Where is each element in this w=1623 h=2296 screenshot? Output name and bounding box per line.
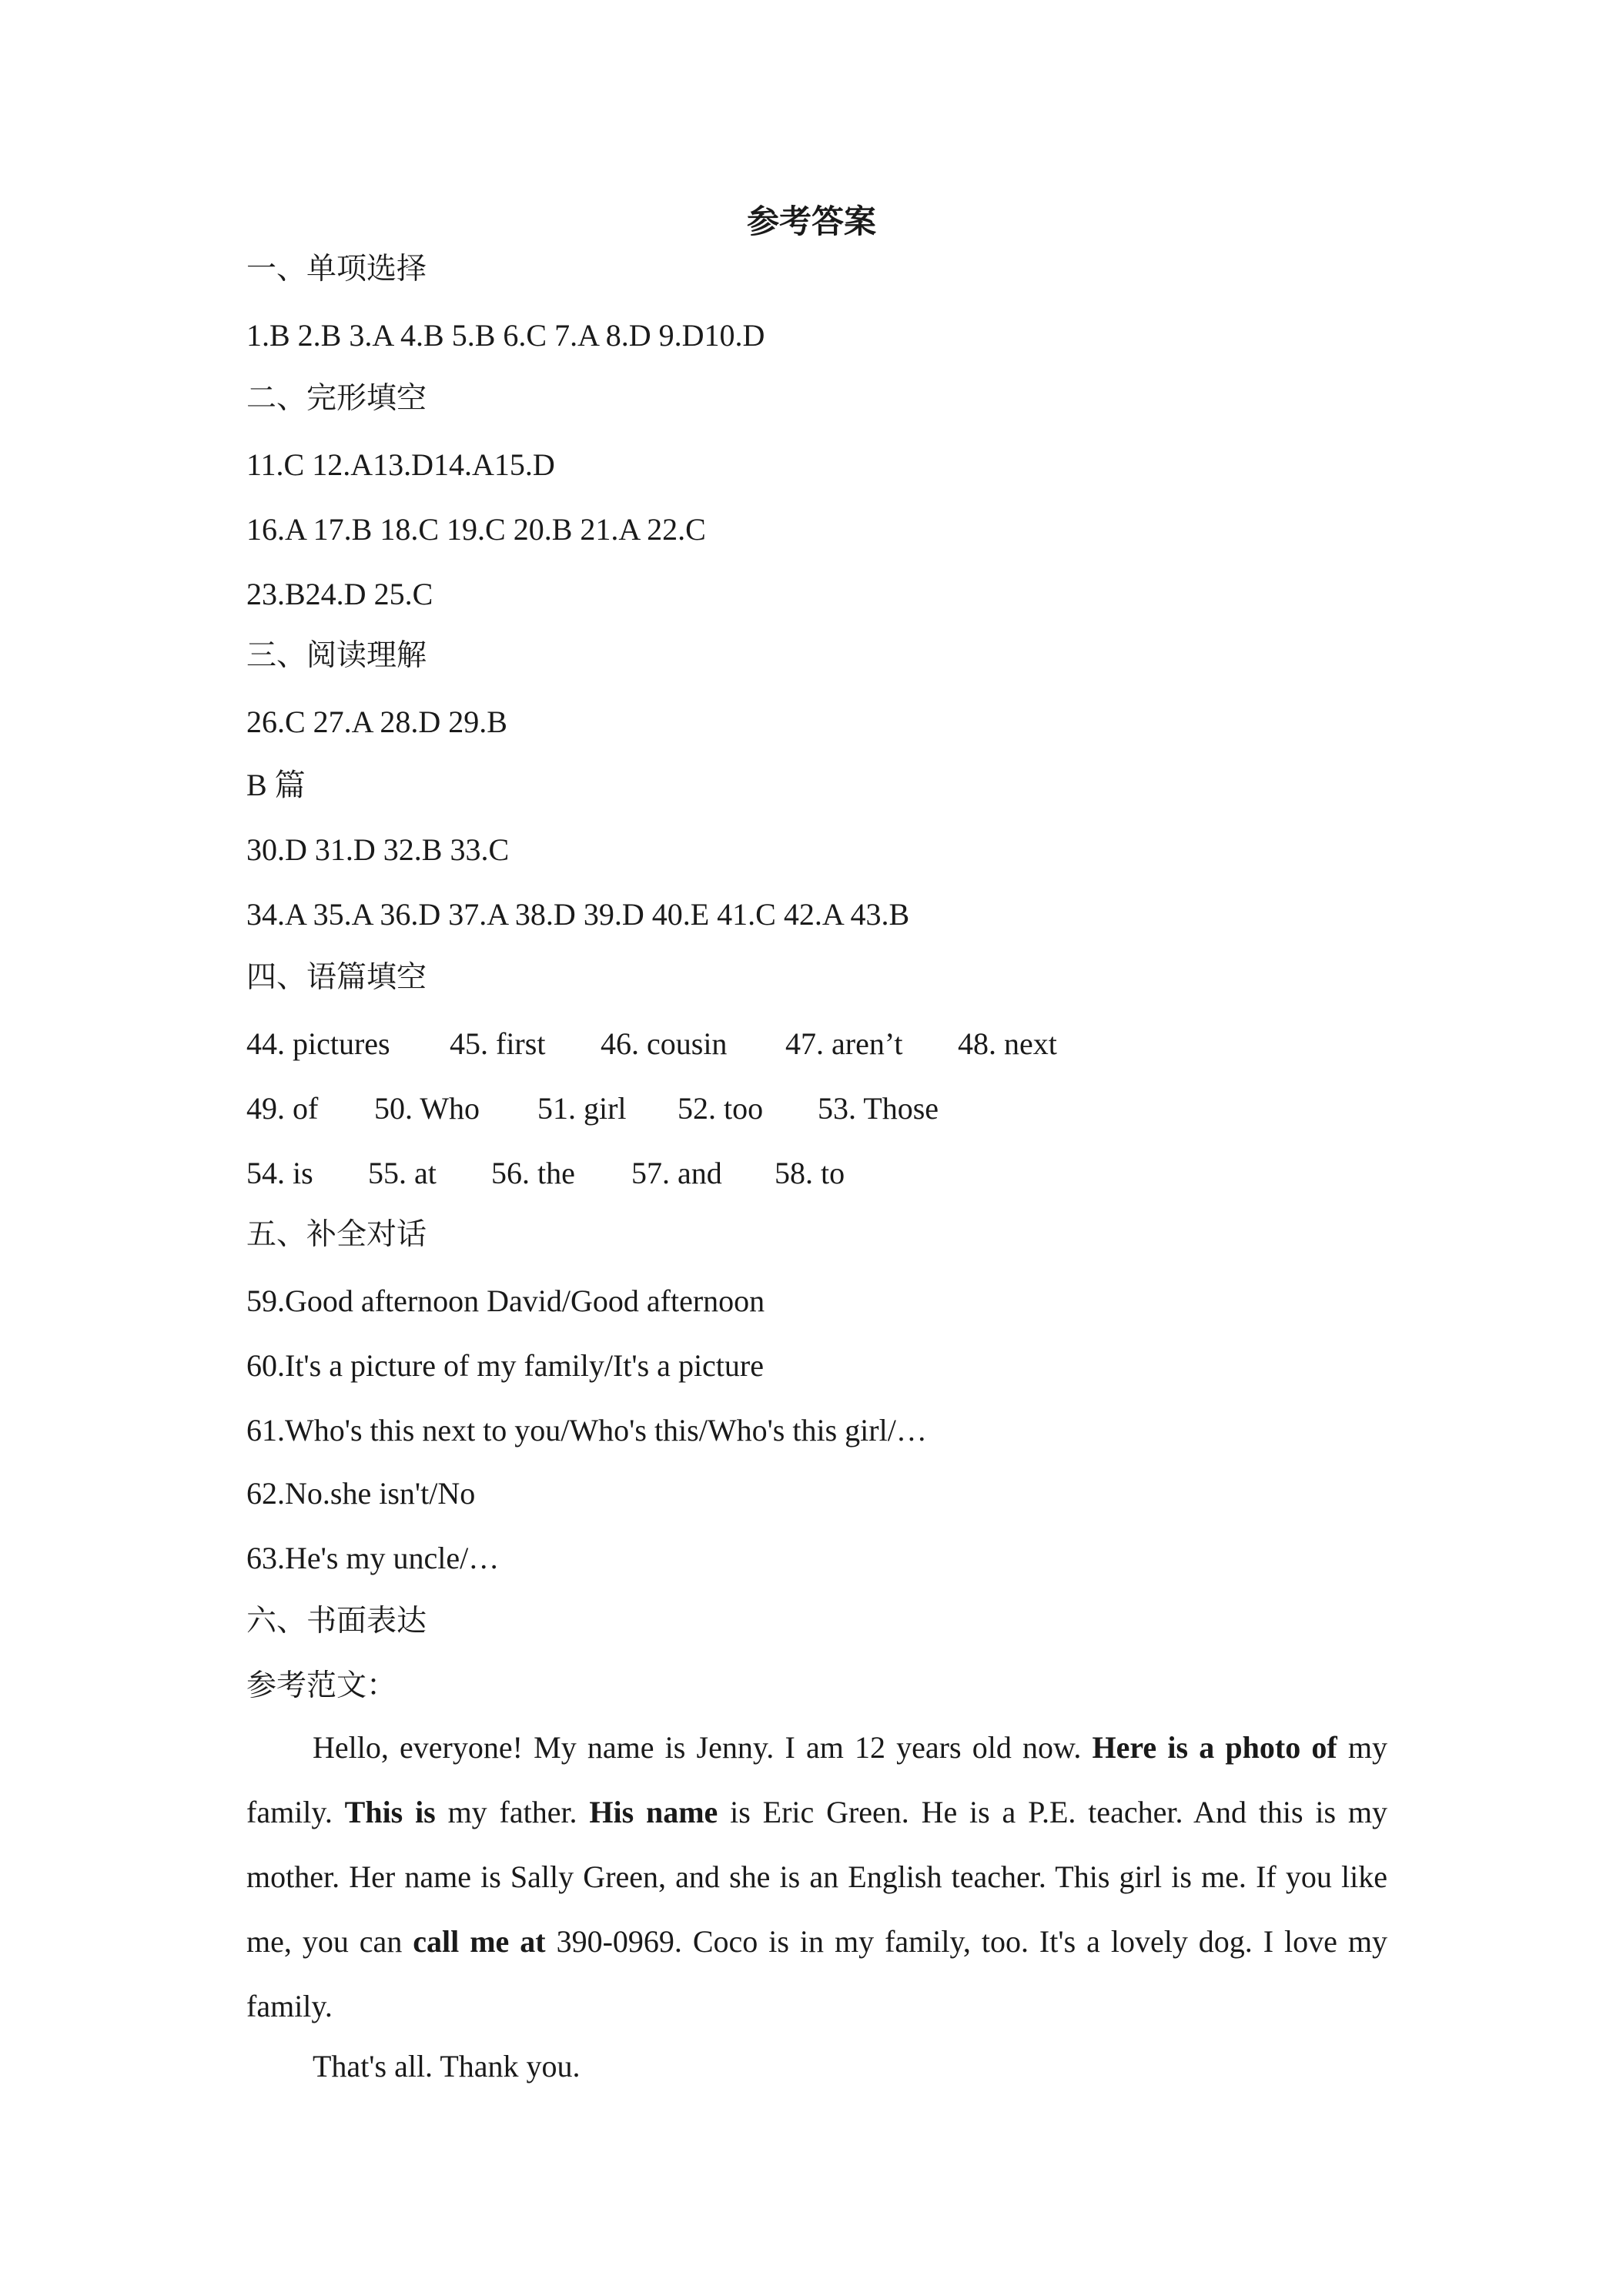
answer-item: 47. aren’t [785, 1026, 903, 1061]
answer-line: 23.B24.D 25.C [246, 577, 433, 611]
answer-item: 55. at [368, 1156, 437, 1190]
answer-line: 30.D 31.D 32.B 33.C [246, 832, 510, 867]
answer-line: 62.No.she isn't/No [246, 1476, 476, 1511]
answer-item: 44. pictures [246, 1026, 390, 1061]
answer-line: 63.He's my uncle/… [246, 1541, 500, 1575]
essay-bold-phrase: His name [589, 1795, 718, 1829]
answer-item: 48. next [958, 1026, 1057, 1061]
answer-item: 51. girl [537, 1091, 627, 1126]
answer-line: 60.It's a picture of my family/It's a picture [246, 1348, 764, 1383]
answer-item: 49. of [246, 1091, 319, 1126]
essay-bold-phrase: This is [344, 1795, 436, 1829]
answer-item: 54. is [246, 1156, 313, 1190]
page-title: 参考答案 [746, 202, 876, 240]
answer-item: 46. cousin [601, 1026, 728, 1061]
answer-item: 52. too [678, 1091, 764, 1126]
answer-line: 26.C 27.A 28.D 29.B [246, 705, 507, 739]
answer-item: 45. first [450, 1026, 546, 1061]
essay-text: 390-0969. Coco is in my family, too. It's a lovely dog. I love my family. [246, 1924, 1387, 2023]
section-heading-2: 二、完形填空 [246, 381, 427, 416]
section-heading-5: 五、补全对话 [246, 1217, 427, 1252]
answer-line: 1.B 2.B 3.A 4.B 5.B 6.C 7.A 8.D 9.D10.D [246, 318, 765, 353]
answer-line: 59.Good afternoon David/Good afternoon [246, 1284, 765, 1318]
section-heading-1: 一、单项选择 [246, 252, 427, 286]
subsection-label: B 篇 [246, 768, 306, 802]
essay-text: my father. [435, 1795, 590, 1829]
answer-item: 53. Those [818, 1091, 939, 1126]
answer-item: 50. Who [374, 1091, 480, 1126]
essay-bold-phrase: call me at [413, 1924, 546, 1959]
answer-line: 16.A 17.B 18.C 19.C 20.B 21.A 22.C [246, 512, 706, 547]
answer-item: 57. and [631, 1156, 722, 1190]
answer-line: 34.A 35.A 36.D 37.A 38.D 39.D 40.E 41.C 42.A 43.B [246, 897, 910, 932]
answer-item: 58. to [775, 1156, 845, 1190]
model-essay-paragraph [246, 1715, 1387, 2039]
section-heading-3: 三、阅读理解 [246, 638, 427, 673]
answer-line: 61.Who's this next to you/Who's this/Who's this girl/… [246, 1413, 927, 1448]
essay-text: Hello, everyone! My name is Jenny. I am 12 years old now. [313, 1730, 1093, 1765]
model-essay-label: 参考范文： [246, 1668, 397, 1703]
answer-line: 11.C 12.A13.D14.A15.D [246, 447, 555, 482]
essay-text: my family. [246, 1730, 1387, 1829]
answer-item: 56. the [491, 1156, 575, 1190]
section-heading-6: 六、书面表达 [246, 1604, 427, 1638]
essay-closing: That's all. Thank you. [313, 2049, 581, 2083]
essay-text: is Eric Green. He is a P.E. teacher. And this is my mother. Her name is Sally Green, and she is an English teacher. This girl is me. If you like me, you can [246, 1795, 1387, 1959]
section-heading-4: 四、语篇填空 [246, 960, 427, 995]
essay-bold-phrase: Here is a photo of [1092, 1730, 1337, 1765]
